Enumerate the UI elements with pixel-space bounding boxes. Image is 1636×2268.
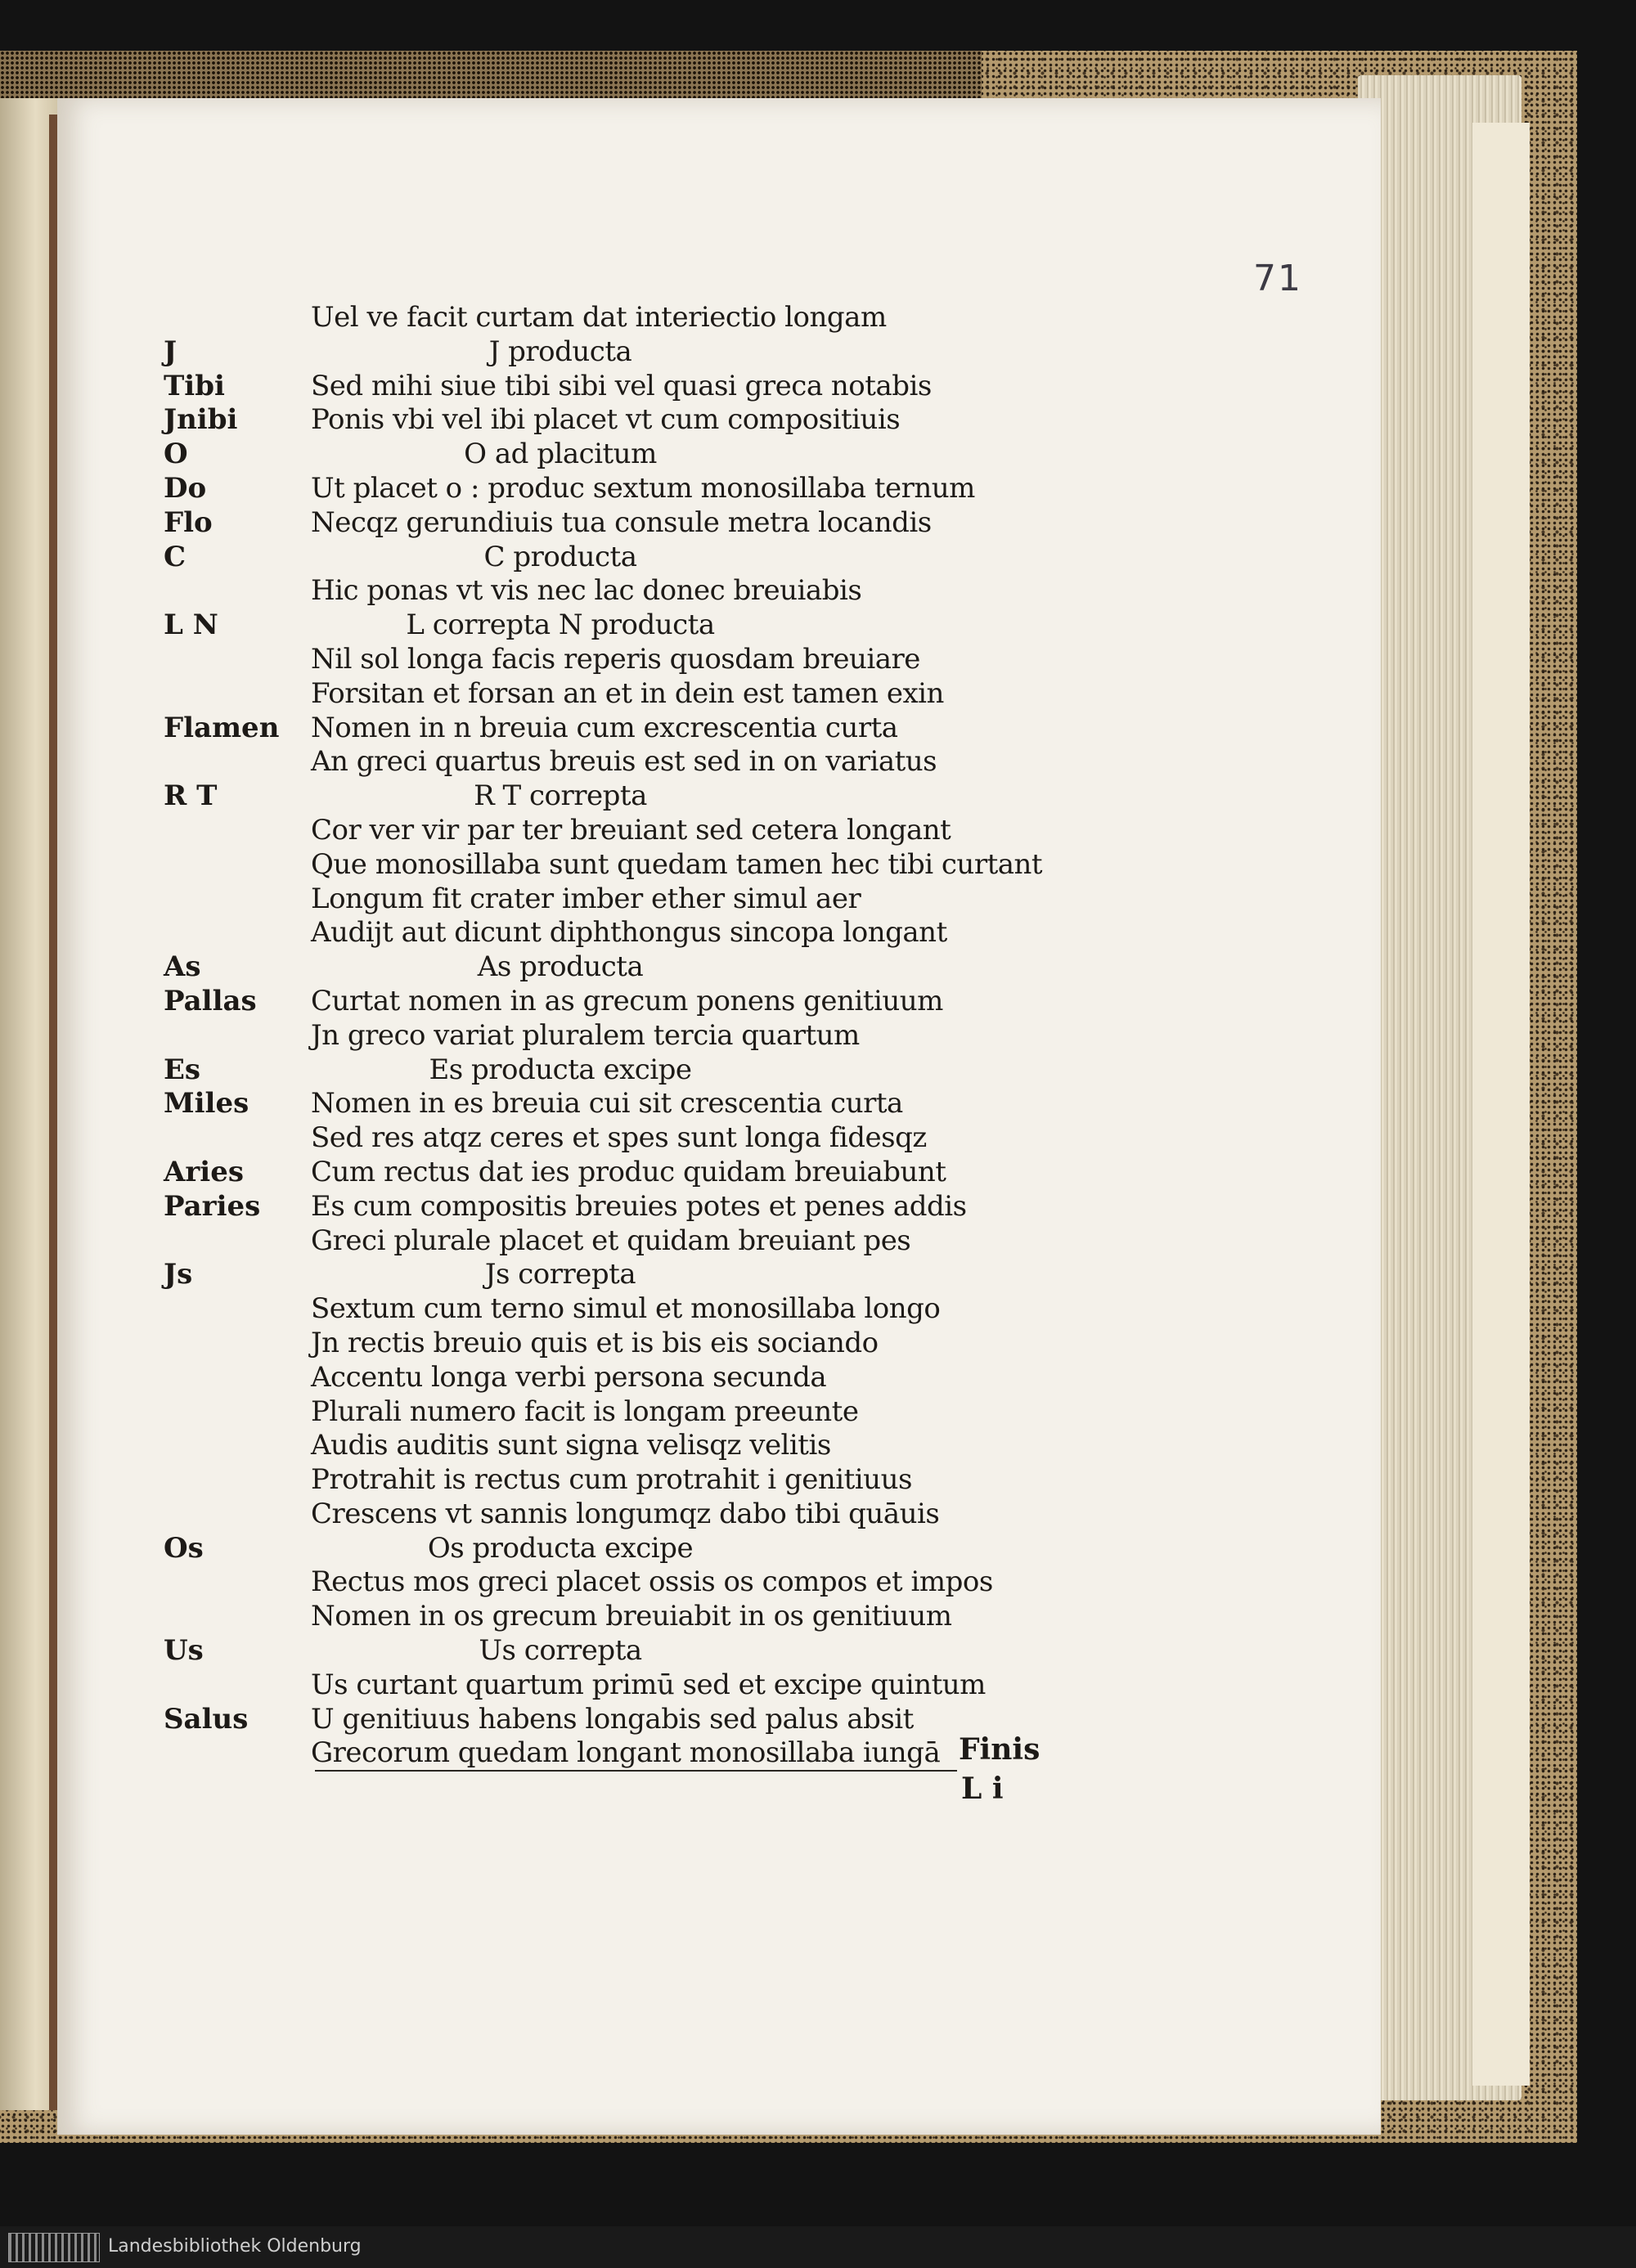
verse-line: Nil sol longa facis reperis quosdam breuiare (311, 642, 920, 676)
verse-row (164, 916, 1129, 950)
marginal-note: Es (164, 1053, 201, 1086)
verse-row (164, 472, 1129, 506)
marginal-note: Tibi (164, 369, 225, 402)
verse-line: Hic ponas vt vis nec lac donec breuiabis (311, 574, 862, 608)
footer-bar (0, 2226, 1636, 2268)
verse-line: Crescens vt sannis longumqz dabo tibi quāuis (311, 1497, 940, 1530)
verse-line: Ut placet o : produc sextum monosillaba ternum (311, 471, 975, 505)
verse-row (164, 848, 1129, 882)
verse-line: Audijt aut dicunt diphthongus sincopa longant (311, 916, 947, 950)
section-heading-row (164, 1258, 1129, 1292)
marginal-note: C (164, 540, 187, 573)
verse-line: Curtat nomen in as grecum ponens genitiuum (311, 984, 943, 1017)
section-heading-row (164, 950, 1129, 985)
section-heading-row (164, 1634, 1129, 1668)
verse-line: An greci quartus breuis est sed in on variatus (311, 745, 937, 779)
section-heading-row (164, 438, 1129, 472)
marginal-note: Us (164, 1634, 204, 1668)
verse-row (164, 1121, 1129, 1156)
verse-line: Nomen in os grecum breuiabit in os genitiuum (311, 1600, 952, 1633)
section-heading: As producta (477, 950, 644, 984)
verse-row (164, 301, 1129, 335)
marginal-note: Do (164, 471, 207, 505)
section-heading: Os producta excipe (427, 1531, 694, 1565)
verse-line: Nomen in es breuia cui sit crescentia curta (311, 1087, 903, 1121)
verse-row (164, 1668, 1129, 1703)
verse-line: Accentu longa verbi persona secunda (311, 1360, 827, 1394)
verse-row (164, 1190, 1129, 1224)
signature-mark: L i (961, 1772, 1004, 1806)
verse-row (164, 1087, 1129, 1121)
verse-row (164, 574, 1129, 609)
section-heading: O ad placitum (464, 438, 657, 471)
verse-line: Grecorum quedam longant monosillaba iungā (311, 1736, 941, 1770)
section-heading: C producta (483, 540, 637, 573)
section-heading-row (164, 541, 1129, 575)
verse-line: Audis auditis sunt signa velisqz velitis (311, 1429, 831, 1462)
verse-line: Sed mihi siue tibi sibi vel quasi greca notabis (311, 369, 932, 402)
verse-row (164, 1429, 1129, 1463)
marginal-note: As (164, 950, 201, 984)
library-logo-icon (8, 2233, 100, 2262)
verse-line: Protrahit is rectus cum protrahit i genitiuus (311, 1463, 912, 1497)
marginal-note: Js (164, 1258, 193, 1291)
verse-line: Greci plurale placet et quidam breuiant pes (311, 1224, 911, 1257)
section-heading: Js correpta (484, 1258, 636, 1291)
verse-row (164, 985, 1129, 1019)
verse-line: Uel ve facit curtam dat interiectio longam (311, 301, 887, 334)
section-heading: R T correpta (474, 779, 647, 813)
verse-line: Necqz gerundiuis tua consule metra locandis (311, 505, 932, 539)
verse-row (164, 1327, 1129, 1361)
verse-line: Nomen in n breuia cum excrescentia curta (311, 711, 898, 744)
marginal-note: Salus (164, 1702, 249, 1736)
marginal-note: O (164, 438, 188, 471)
marginal-note: Os (164, 1531, 204, 1565)
verse-row (164, 1565, 1129, 1600)
marginal-note: Flo (164, 505, 213, 539)
section-heading: L correpta N producta (406, 609, 715, 642)
marginal-note: Aries (164, 1155, 244, 1188)
verse-row (164, 403, 1129, 438)
verse-row (164, 814, 1129, 848)
verse-line: Rectus mos greci placet ossis os compos et impos (311, 1565, 993, 1599)
verse-row (164, 370, 1129, 404)
marginal-note: Miles (164, 1087, 249, 1121)
marginal-note: L N (164, 609, 218, 642)
verse-row (164, 643, 1129, 677)
section-heading-row (164, 1053, 1129, 1088)
section-heading: Us correpta (479, 1634, 642, 1668)
verse-line: Que monosillaba sunt quedam tamen hec tibi curtant (311, 847, 1043, 881)
verse-line: Es cum compositis breuies potes et penes addis (311, 1189, 967, 1223)
section-heading-row (164, 779, 1129, 814)
verse-row (164, 1224, 1129, 1259)
verse-line: Jn rectis breuio quis et is bis eis sociando (311, 1326, 879, 1359)
section-heading: J producta (488, 335, 632, 368)
verse-row (164, 506, 1129, 541)
closing-rule (315, 1770, 957, 1772)
verse-line: Sed res atqz ceres et spes sunt longa fidesqz (311, 1121, 927, 1155)
verse-row (164, 745, 1129, 779)
verse-row (164, 1361, 1129, 1395)
section-heading-row (164, 609, 1129, 643)
page-number: 71 (1253, 258, 1302, 299)
section-heading-row (164, 335, 1129, 370)
verse-line: U genitiuus habens longabis sed palus absit (311, 1702, 914, 1736)
verse-row (164, 677, 1129, 712)
verse-line: Plurali numero facit is longam preeunte (311, 1394, 859, 1428)
verse-line: Cum rectus dat ies produc quidam breuiabunt (311, 1155, 946, 1188)
verse-line: Jn greco variat pluralem tercia quartum (311, 1018, 860, 1052)
verse-row (164, 712, 1129, 746)
section-heading-row (164, 1532, 1129, 1566)
finis-label: Finis (959, 1732, 1040, 1767)
verse-row (164, 1019, 1129, 1053)
verse-row (164, 1156, 1129, 1190)
verse-line: Ponis vbi vel ibi placet vt cum compositiuis (311, 403, 901, 437)
verse-row (164, 1463, 1129, 1498)
marginal-note: Flamen (164, 711, 280, 744)
verse-text-block (164, 301, 1129, 1771)
verse-row (164, 882, 1129, 917)
page-edges-inner (1472, 123, 1530, 2086)
verse-line: Forsitan et forsan an et in dein est tamen exin (311, 676, 944, 710)
library-name: Landesbibliothek Oldenburg (108, 2236, 362, 2257)
verse-line: Sextum cum terno simul et monosillaba longo (311, 1292, 941, 1326)
verse-line: Cor ver vir par ter breuiant sed cetera longant (311, 813, 951, 847)
verse-line: Longum fit crater imber ether simul aer (311, 882, 861, 915)
verse-line: Us curtant quartum primū sed et excipe quintum (311, 1668, 986, 1701)
marginal-note: J (164, 335, 178, 368)
marginal-note: Jnibi (164, 403, 238, 437)
marginal-note: R T (164, 779, 218, 813)
marginal-note: Pallas (164, 984, 257, 1017)
verse-row (164, 1600, 1129, 1634)
verse-row (164, 1395, 1129, 1430)
section-heading: Es producta excipe (429, 1053, 692, 1086)
verse-row (164, 1292, 1129, 1327)
verse-row (164, 1498, 1129, 1532)
marginal-note: Paries (164, 1189, 261, 1223)
